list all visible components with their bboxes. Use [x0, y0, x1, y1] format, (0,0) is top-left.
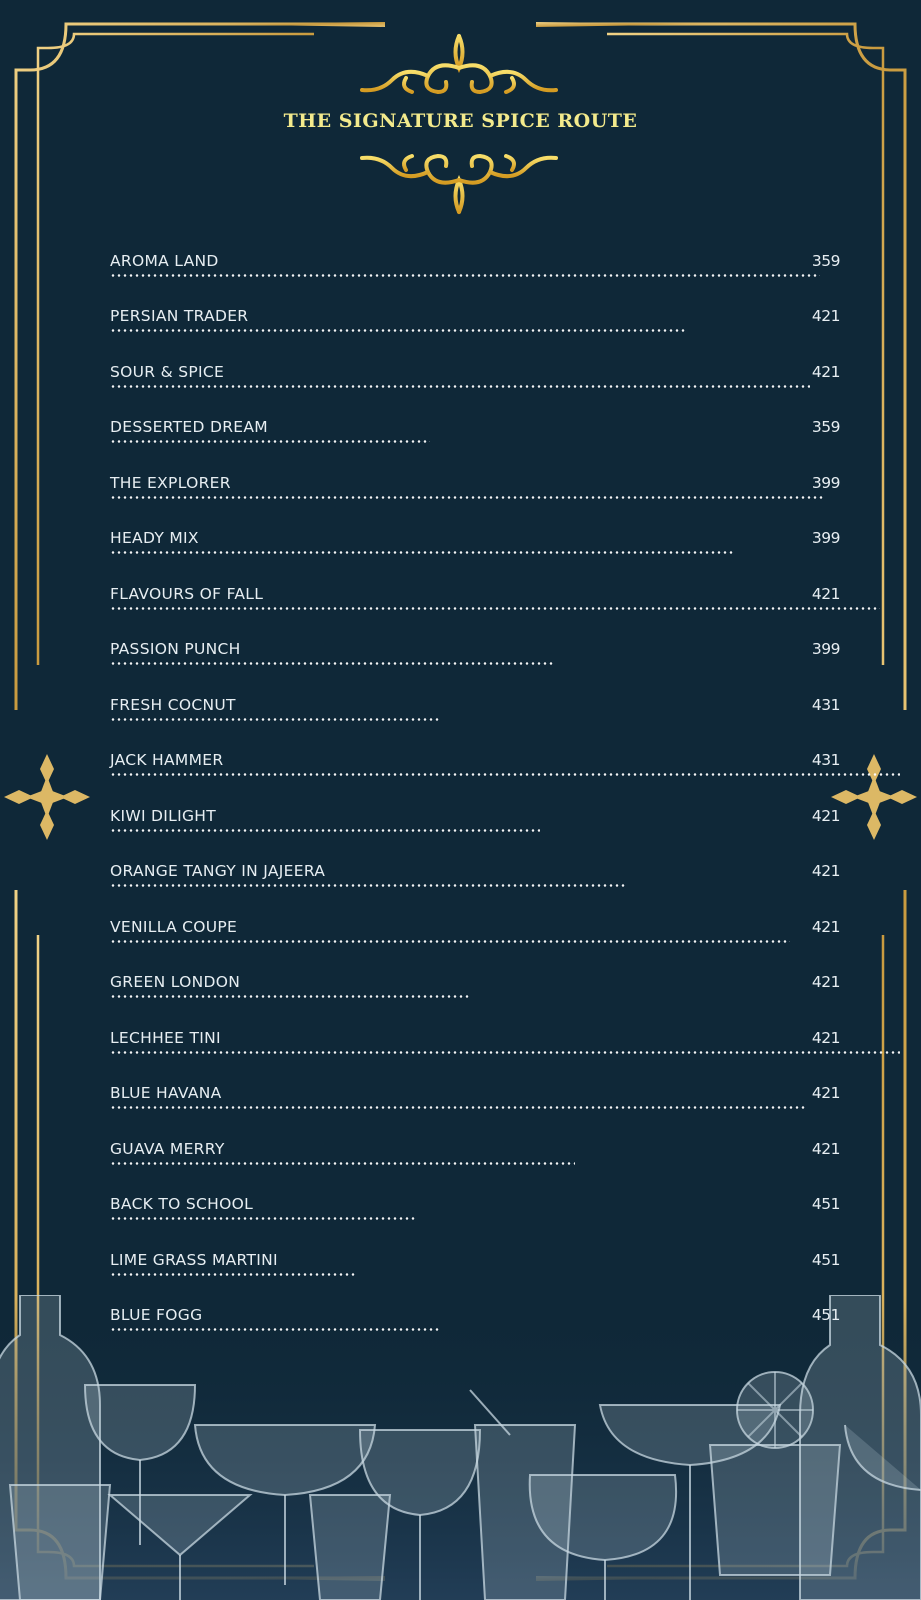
menu-item-price: 451	[811, 1306, 840, 1324]
dotted-leader	[110, 1273, 355, 1276]
menu-item	[110, 918, 840, 958]
dotted-leader	[110, 274, 820, 277]
menu-item	[110, 474, 840, 514]
menu-item	[110, 529, 840, 569]
menu-item	[110, 1084, 840, 1124]
dotted-leader	[110, 995, 470, 998]
menu-item	[110, 807, 840, 847]
menu-item-name: AROMA LAND	[110, 252, 219, 270]
dotted-leader	[110, 662, 555, 665]
dotted-leader	[110, 607, 880, 610]
menu-item-name: GUAVA MERRY	[110, 1140, 225, 1158]
dotted-leader	[110, 1051, 900, 1054]
menu-item	[110, 585, 840, 625]
menu-item-price: 421	[811, 918, 840, 936]
menu-item-price: 359	[811, 418, 840, 436]
dotted-leader	[110, 718, 440, 721]
dotted-leader	[110, 1217, 415, 1220]
dotted-leader	[110, 884, 625, 887]
menu-item	[110, 252, 840, 292]
menu-item-price: 421	[811, 1084, 840, 1102]
menu-item-name: LIME GRASS MARTINI	[110, 1251, 278, 1269]
menu-item	[110, 307, 840, 347]
menu-item-name: PASSION PUNCH	[110, 640, 241, 658]
menu-item	[110, 1306, 840, 1346]
dotted-leader	[110, 385, 810, 388]
menu-item-price: 421	[811, 973, 840, 991]
dotted-leader	[110, 1328, 440, 1331]
menu-item-name: GREEN LONDON	[110, 973, 241, 991]
gold-four-point-star-cluster-icon	[2, 752, 92, 842]
menu-item-price: 399	[811, 474, 840, 492]
menu-item-price: 451	[811, 1195, 840, 1213]
menu-item-price: 451	[811, 1251, 840, 1269]
menu-item	[110, 418, 840, 458]
menu-item	[110, 1195, 840, 1235]
menu-title: THE SIGNATURE SPICE ROUTE	[283, 110, 638, 132]
menu-item-price: 431	[811, 751, 840, 769]
dotted-leader	[110, 496, 825, 499]
menu-item	[110, 696, 840, 736]
menu-item-price: 399	[811, 640, 840, 658]
menu-item-name: ORANGE TANGY IN JAJEERA	[110, 862, 326, 880]
menu-item-price: 359	[811, 252, 840, 270]
menu-item-price: 421	[811, 1140, 840, 1158]
menu-item-price: 421	[811, 307, 840, 325]
dotted-leader	[110, 329, 685, 332]
menu-item-name: FLAVOURS OF FALL	[110, 585, 264, 603]
dotted-leader	[110, 551, 735, 554]
menu-item-price: 421	[811, 807, 840, 825]
menu-item-name: JACK HAMMER	[110, 751, 224, 769]
menu-item-name: VENILLA COUPE	[110, 918, 238, 936]
gold-four-point-star-cluster-icon	[829, 752, 919, 842]
menu-item-name: FRESH COCNUT	[110, 696, 236, 714]
menu-item-price: 399	[811, 529, 840, 547]
menu-item-price: 421	[811, 585, 840, 603]
menu-item-name: HEADY MIX	[110, 529, 199, 547]
menu-item-name: SOUR & SPICE	[110, 363, 225, 381]
menu-item-price: 421	[811, 862, 840, 880]
dotted-leader	[110, 940, 790, 943]
menu-item-name: DESSERTED DREAM	[110, 418, 268, 436]
dotted-leader	[110, 1162, 575, 1165]
menu-item-name: LECHHEE TINI	[110, 1029, 221, 1047]
menu-item-name: PERSIAN TRADER	[110, 307, 249, 325]
menu-item	[110, 862, 840, 902]
dotted-leader	[110, 829, 540, 832]
menu-item-price: 431	[811, 696, 840, 714]
menu-item-name: BLUE FOGG	[110, 1306, 203, 1324]
menu-item	[110, 1140, 840, 1180]
dotted-leader	[110, 440, 430, 443]
menu-item-name: BLUE HAVANA	[110, 1084, 222, 1102]
menu-item	[110, 973, 840, 1013]
menu-item-name: BACK TO SCHOOL	[110, 1195, 254, 1213]
menu-item	[110, 1029, 840, 1069]
dotted-leader	[110, 1106, 805, 1109]
menu-item	[110, 640, 840, 680]
menu-item-price: 421	[811, 1029, 840, 1047]
menu-item	[110, 363, 840, 403]
menu-item-price: 421	[811, 363, 840, 381]
menu-item	[110, 751, 840, 791]
menu-item-name: KIWI DILIGHT	[110, 807, 217, 825]
dotted-leader	[110, 773, 900, 776]
menu-item	[110, 1251, 840, 1291]
menu-item-name: THE EXPLORER	[110, 474, 231, 492]
